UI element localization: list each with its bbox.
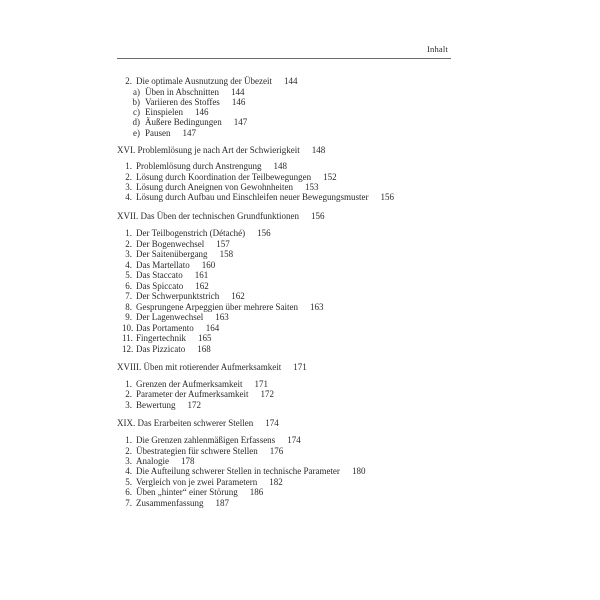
page-number: 157 — [216, 239, 230, 249]
entry-title: Lösung durch Aneignen von Gewohnheiten — [136, 182, 293, 192]
entry-number: 3. — [125, 400, 132, 410]
page-number: 158 — [219, 249, 234, 259]
entry-number: 2. — [125, 389, 132, 399]
toc-entry — [122, 435, 301, 445]
entry-number: 2. — [125, 76, 132, 86]
entry-title: Die Grenzen zahlenmäßigen Erfassens — [136, 435, 276, 445]
page-number: 148 — [273, 161, 287, 171]
page-number: 162 — [231, 291, 245, 301]
toc-entry — [122, 446, 283, 456]
entry-number: d) — [132, 117, 140, 127]
toc-entry — [131, 87, 245, 97]
page-number: 186 — [249, 487, 264, 497]
entry-title: Der Schwerpunktstrich — [136, 291, 220, 301]
page-number: 178 — [181, 456, 195, 466]
page-number: 174 — [287, 435, 301, 445]
chapter-heading — [117, 362, 307, 372]
toc-entry — [122, 228, 271, 238]
toc-entry — [122, 192, 394, 202]
entry-title: Üben „hinter“ einer Störung — [136, 487, 238, 497]
toc-entry — [122, 400, 201, 410]
page-number: 156 — [310, 211, 325, 221]
entry-number: a) — [133, 87, 140, 97]
toc-entry — [122, 333, 212, 343]
page-number: 144 — [283, 76, 298, 86]
entry-title: Üben in Abschnitten — [145, 87, 219, 97]
page-number: 176 — [269, 446, 284, 456]
page-number: 146 — [195, 107, 209, 117]
chapter-heading — [117, 211, 324, 221]
entry-title: XVII. Das Üben der technischen Grundfunktionen — [117, 211, 299, 221]
toc-entry — [122, 477, 283, 487]
page-number: 174 — [265, 418, 279, 428]
toc-entry — [122, 456, 195, 466]
entry-title: Bewertung — [136, 400, 176, 410]
toc-entry — [131, 107, 209, 117]
entry-number: 1. — [125, 228, 132, 238]
page-number: 172 — [187, 400, 201, 410]
page-number: 147 — [233, 117, 248, 127]
page-number: 152 — [323, 172, 337, 182]
toc-entry — [122, 389, 274, 399]
entry-title: Die optimale Ausnutzung der Übezeit — [136, 76, 272, 86]
entry-title: XIX. Das Erarbeiten schwerer Stellen — [117, 418, 254, 428]
page-number: 171 — [254, 379, 268, 389]
toc-entry — [122, 466, 365, 476]
entry-title: Das Spiccato — [136, 281, 184, 291]
page-number: 163 — [309, 302, 324, 312]
entry-title: Einspielen — [145, 107, 183, 117]
toc-entry — [122, 239, 230, 249]
entry-title: Übestrategien für schwere Stellen — [136, 446, 258, 456]
page-number: 187 — [215, 498, 229, 508]
toc-entry — [122, 182, 318, 192]
entry-title: Lösung durch Aufbau und Einschleifen neuer Bewegungsmuster — [136, 192, 369, 202]
toc-entry — [122, 379, 268, 389]
toc-entry — [131, 97, 245, 107]
toc-entry — [122, 76, 297, 86]
page-number: 160 — [201, 260, 216, 270]
entry-title: Das Staccato — [136, 270, 183, 280]
entry-title: Der Saitenübergang — [136, 249, 208, 259]
entry-number: 1. — [125, 379, 132, 389]
entry-number: 7. — [125, 291, 132, 301]
header-rule — [117, 58, 451, 59]
entry-title: Vergleich von je zwei Parametern — [136, 477, 258, 487]
entry-title: Zusammenfassung — [136, 498, 204, 508]
toc-entry — [122, 270, 208, 280]
toc-entry — [131, 128, 196, 138]
entry-title: Das Martellato — [136, 260, 190, 270]
toc-entry — [122, 281, 209, 291]
entry-number: 2. — [125, 239, 132, 249]
entry-number: 3. — [125, 249, 132, 259]
toc-entry — [122, 291, 245, 301]
page-number: 156 — [380, 192, 394, 202]
entry-title: Grenzen der Aufmerksamkeit — [136, 379, 243, 389]
page-number: 162 — [195, 281, 209, 291]
entry-number: 1. — [125, 161, 132, 171]
entry-title: Gesprungene Arpeggien über mehrere Saiten — [136, 302, 298, 312]
entry-number: 5. — [125, 477, 132, 487]
running-header: Inhalt — [427, 44, 449, 54]
page-number: 144 — [231, 87, 245, 97]
toc-entry — [122, 249, 233, 259]
entry-number: 6. — [125, 487, 132, 497]
toc-entry — [131, 117, 247, 127]
entry-number: 9. — [125, 312, 132, 322]
entry-number: 3. — [125, 182, 132, 192]
entry-number: 4. — [125, 192, 132, 202]
entry-number: 11. — [122, 333, 133, 343]
entry-title: Fingertechnik — [136, 333, 186, 343]
page-number: 182 — [269, 477, 283, 487]
page-number: 165 — [198, 333, 212, 343]
entry-title: XVI. Problemlösung je nach Art der Schwierigkeit — [117, 145, 300, 155]
entry-number: 12. — [122, 344, 134, 354]
entry-title: Die Aufteilung schwerer Stellen in technische Parameter — [136, 466, 340, 476]
entry-title: Der Lagenwechsel — [136, 312, 204, 322]
toc-entry — [122, 312, 229, 322]
entry-number: 1. — [125, 435, 132, 445]
page-number: 163 — [215, 312, 229, 322]
entry-number: 2. — [125, 172, 132, 182]
page-number: 180 — [351, 466, 366, 476]
entry-number: e) — [133, 128, 140, 138]
entry-number: 8. — [125, 302, 132, 312]
chapter-heading — [117, 418, 279, 428]
toc-entry — [122, 323, 219, 333]
toc-entry — [122, 302, 323, 312]
toc-entry — [122, 344, 211, 354]
entry-title: Parameter der Aufmerksamkeit — [136, 389, 249, 399]
page-number: 161 — [194, 270, 209, 280]
entry-title: Analogie — [136, 456, 169, 466]
entry-title: Der Teilbogenstrich (Détaché) — [136, 228, 246, 238]
entry-number: 7. — [125, 498, 132, 508]
toc-entry — [122, 172, 337, 182]
toc-entry — [122, 487, 263, 497]
entry-number: 10. — [122, 323, 134, 333]
page-number: 168 — [197, 344, 211, 354]
entry-title: Problemlösung durch Anstrengung — [136, 161, 262, 171]
page-number: 153 — [304, 182, 319, 192]
entry-title: Das Portamento — [136, 323, 194, 333]
chapter-heading — [117, 145, 325, 155]
entry-number: b) — [132, 97, 140, 107]
entry-number: c) — [133, 107, 140, 117]
entry-title: XVIII. Üben mit rotierender Aufmerksamkeit — [117, 362, 282, 372]
page-number: 171 — [293, 362, 307, 372]
page-number: 146 — [231, 97, 246, 107]
toc-entry — [122, 260, 215, 270]
entry-title: Äußere Bedingungen — [145, 117, 222, 127]
entry-number: 3. — [125, 456, 132, 466]
page-number: 164 — [205, 323, 220, 333]
entry-title: Lösung durch Koordination der Teilbewegungen — [136, 172, 312, 182]
page-number: 172 — [260, 389, 274, 399]
page-number: 148 — [311, 145, 326, 155]
entry-number: 5. — [125, 270, 132, 280]
entry-title: Variieren des Stoffes — [145, 97, 220, 107]
page-number: 147 — [182, 128, 196, 138]
entry-title: Pausen — [145, 128, 171, 138]
page-number: 156 — [257, 228, 271, 238]
entry-title: Das Pizzicato — [136, 344, 186, 354]
toc-entry — [122, 161, 287, 171]
entry-title: Der Bogenwechsel — [136, 239, 205, 249]
entry-number: 4. — [125, 466, 132, 476]
entry-number: 2. — [125, 446, 132, 456]
entry-number: 4. — [125, 260, 132, 270]
toc-entry — [122, 498, 229, 508]
entry-number: 6. — [125, 281, 132, 291]
